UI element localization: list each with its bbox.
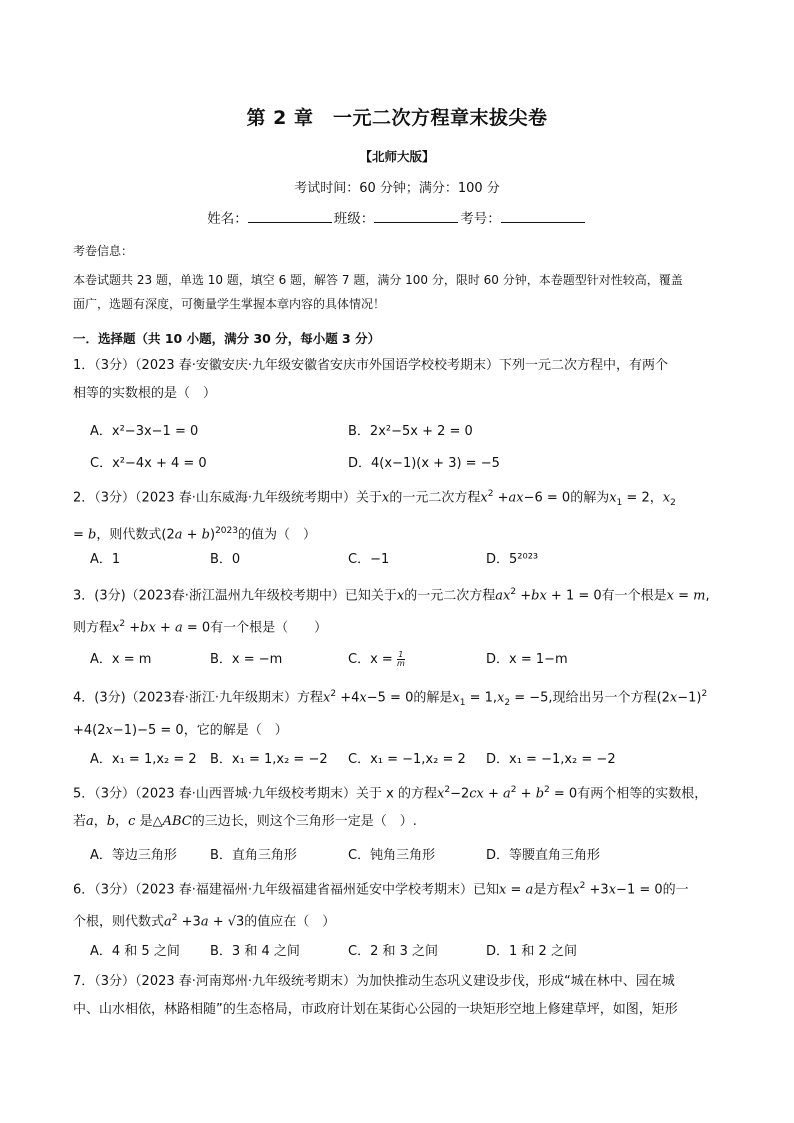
class-field[interactable] bbox=[374, 210, 458, 223]
option-c[interactable]: C．x²−4x + 4 = 0 bbox=[90, 456, 207, 471]
name-label: 姓名： bbox=[207, 211, 248, 227]
question-text: = b，则代数式$(2a + b)^{2023}$的值为（ ） bbox=[73, 525, 316, 543]
option-c[interactable]: C．−1 bbox=[348, 552, 390, 567]
option-b[interactable]: B．3 和 4 之间 bbox=[210, 944, 300, 959]
option-c[interactable]: C．x₁ = −1,x₂ = 2 bbox=[348, 752, 466, 767]
option-d[interactable]: D．1 和 2 之间 bbox=[486, 944, 577, 959]
option-a[interactable]: A．4 和 5 之间 bbox=[90, 944, 180, 959]
section-heading: 一．选择题（共 10 小题，满分 30 分，每小题 3 分） bbox=[73, 331, 381, 346]
option-a[interactable]: A．x²−3x−1 = 0 bbox=[90, 424, 199, 439]
info-body bbox=[73, 268, 723, 316]
number-label: 考号： bbox=[460, 211, 501, 227]
class-label: 班级： bbox=[333, 211, 375, 227]
question-4 bbox=[73, 680, 723, 745]
option-b[interactable]: B．0 bbox=[210, 552, 241, 567]
option-c[interactable]: C．x = $\frac{1}{m}$ bbox=[348, 650, 405, 668]
student-fields bbox=[0, 207, 794, 227]
question-2 bbox=[73, 480, 723, 549]
question-7 bbox=[73, 968, 723, 1024]
question-2-options bbox=[90, 548, 720, 570]
question-5-options bbox=[90, 844, 720, 866]
question-1 bbox=[73, 352, 723, 408]
question-1-options bbox=[90, 420, 720, 442]
edition-label: 【北师大版】 bbox=[359, 149, 435, 164]
question-text: 6．（3分）（2023 春·福建福州·九年级福建省福州延安中学校考期末）已知x = a是方程$x^2 +3x-1 = 0$的一 bbox=[73, 881, 689, 898]
exam-time: 考试时间：60 分钟；满分：100 分 bbox=[294, 181, 500, 196]
option-b[interactable]: B．直角三角形 bbox=[210, 848, 297, 863]
info-line: 本卷试题共 23 题，单选 10 题，填空 6 题，解答 7 题，满分 100 分，限时 60 分钟，本卷题型针对性较高，覆盖 bbox=[73, 273, 683, 287]
question-3 bbox=[73, 578, 723, 643]
option-a[interactable]: A．等边三角形 bbox=[90, 848, 177, 863]
option-d[interactable]: D．x = 1−m bbox=[486, 652, 568, 667]
info-heading: 考卷信息： bbox=[73, 244, 134, 258]
question-6-options bbox=[90, 940, 720, 962]
question-text: 5．（3分）（2023 春·山西晋城·九年级校考期末）关于 x 的方程$x^2-2cx + a^2 + b^2 = 0$有两个相等的实数根， bbox=[73, 785, 708, 802]
option-d[interactable]: D．等腰直角三角形 bbox=[486, 848, 601, 863]
question-text: 若a，b，c 是△ABC的三边长，则这个三角形一定是（ ）. bbox=[73, 814, 417, 830]
question-text: 7．（3分）（2023 春·河南郑州·九年级统考期末）为加快推动生态巩义建设步伐，形成“城在林中、园在城 bbox=[73, 974, 675, 989]
question-5 bbox=[73, 776, 723, 836]
page-title: 第 2 章 一元二次方程章末拔尖卷 bbox=[246, 107, 548, 129]
question-1-options bbox=[90, 452, 720, 474]
question-text: 3．(3分)（2023春·浙江温州九年级校考期中）已知关于x的一元二次方程$ax^2 +bx + 1 = 0$有一个根是x = m, bbox=[73, 587, 710, 604]
option-b[interactable]: B．x₁ = 1,x₂ = −2 bbox=[210, 752, 328, 767]
option-c[interactable]: C．钝角三角形 bbox=[348, 848, 436, 863]
question-text: 则方程$x^2 +bx + a = 0$有一个根是（ ） bbox=[73, 619, 328, 636]
option-a[interactable]: A．x = m bbox=[90, 652, 152, 667]
info-line: 面广，选题有深度，可衡量学生掌握本章内容的具体情况！ bbox=[73, 297, 386, 311]
option-b[interactable]: B．x = −m bbox=[210, 652, 283, 667]
number-field[interactable] bbox=[501, 210, 585, 223]
option-a[interactable]: A．1 bbox=[90, 552, 121, 567]
option-d[interactable]: D．5²⁰²³ bbox=[486, 552, 539, 567]
question-text: 4．(3分)（2023春·浙江·九年级期末）方程$x^2 +4x-5 = 0$的解是$x_1 = 1,x_2 = -5$,现给出另一个方程$(2x-1)^2$ bbox=[73, 689, 708, 708]
option-b[interactable]: B．2x²−5x + 2 = 0 bbox=[348, 424, 473, 439]
question-6 bbox=[73, 872, 723, 937]
option-a[interactable]: A．x₁ = 1,x₂ = 2 bbox=[90, 752, 197, 767]
option-d[interactable]: D．4(x−1)(x + 3) = −5 bbox=[348, 456, 500, 471]
name-field[interactable] bbox=[248, 210, 332, 223]
option-d[interactable]: D．x₁ = −1,x₂ = −2 bbox=[486, 752, 616, 767]
question-text: 1．（3分）（2023 春·安徽安庆·九年级安徽省安庆市外国语学校校考期末）下列一元二次方程中，有两个 bbox=[73, 358, 669, 373]
option-c[interactable]: C．2 和 3 之间 bbox=[348, 944, 439, 959]
question-text: +4(2x−1)−5 = 0，它的解是（ ） bbox=[73, 722, 288, 738]
question-text: 2．（3分）（2023 春·山东威海·九年级统考期中）关于x的一元二次方程$x^2 +ax-6 = 0$的解为$x_1 = 2$，$x_2$ bbox=[73, 489, 676, 508]
question-4-options bbox=[90, 748, 720, 770]
question-text: 相等的实数根的是（ ） bbox=[73, 386, 217, 401]
question-3-options bbox=[90, 648, 720, 670]
question-text: 中、山水相依，林路相随”的生态格局，市政府计划在某街心公园的一块矩形空地上修建草坪，如图，矩形 bbox=[73, 1002, 678, 1017]
question-text: 个根，则代数式$a^2 +3a + √3$的值应在（ ） bbox=[73, 913, 336, 930]
fraction: $\frac{1}{m}$ bbox=[396, 650, 405, 668]
